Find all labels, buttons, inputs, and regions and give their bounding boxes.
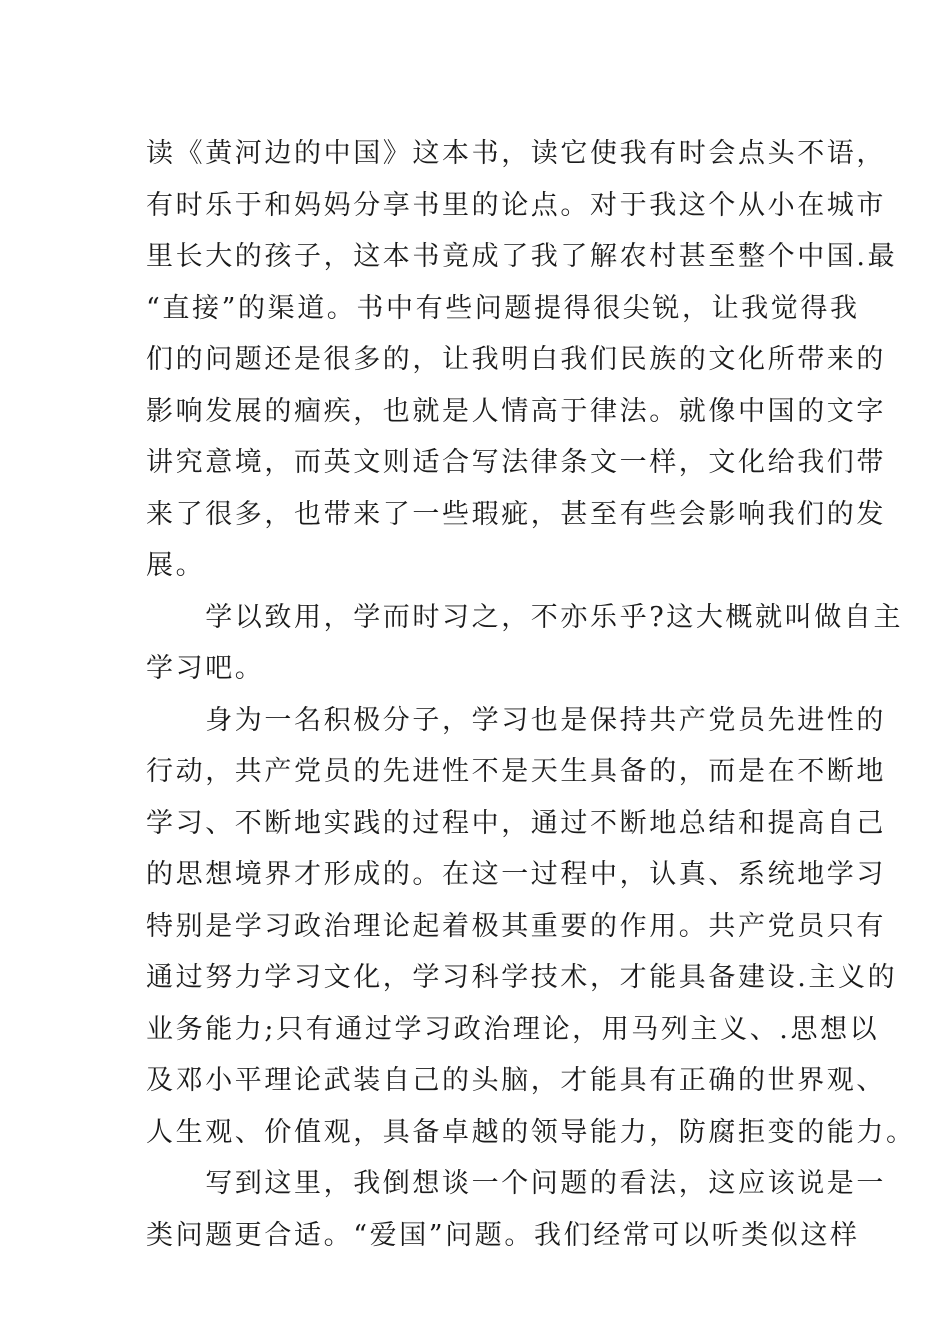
text-line: 学习吧。	[146, 653, 265, 684]
text-line: 读《黄河边的中国》这本书，读它使我有时会点头不语，	[146, 138, 886, 169]
text-line: 写到这里，我倒想谈一个问题的看法，这应该说是一	[146, 1168, 886, 1199]
text-line: 行动，共产党员的先进性不是天生具备的，而是在不断地	[146, 756, 886, 787]
text-line: 人生观、价值观，具备卓越的领导能力，防腐拒变的能力。	[146, 1116, 916, 1148]
body-text	[146, 128, 916, 1261]
text-line: 业务能力;只有通过学习政治理论，用马列主义、.思想以	[146, 1013, 880, 1045]
text-line: 们的问题还是很多的，让我明白我们民族的文化所带来的	[146, 344, 886, 375]
text-line: 来了很多，也带来了一些瑕疵，甚至有些会影响我们的发	[146, 498, 886, 530]
text-line: 类问题更合适。“爱国”问题。我们经常可以听类似这样	[146, 1219, 860, 1251]
text-line: 学习、不断地实践的过程中，通过不断地总结和提高自己	[146, 807, 886, 839]
text-line: 及邓小平理论武装自己的头脑，才能具有正确的世界观、	[146, 1065, 886, 1096]
text-line: 通过努力学习文化，学习科学技术，才能具备建设.主义的	[146, 962, 898, 993]
text-line: 影响发展的痼疾，也就是人情高于律法。就像中国的文字	[146, 395, 886, 427]
text-line: “直接”的渠道。书中有些问题提得很尖锐，让我觉得我	[146, 292, 860, 324]
text-line: 里长大的孩子，这本书竟成了我了解农村甚至整个中国.最	[146, 241, 898, 272]
text-line: 有时乐于和妈妈分享书里的论点。对于我这个从小在城市	[146, 189, 886, 221]
text-line: 学以致用，学而时习之，不亦乐乎?这大概就叫做自主	[146, 601, 904, 633]
text-line: 身为一名积极分子，学习也是保持共产党员先进性的	[146, 704, 886, 736]
text-line: 的思想境界才形成的。在这一过程中，认真、系统地学习	[146, 859, 886, 890]
text-line: 展。	[146, 550, 206, 581]
text-line: 特别是学习政治理论起着极其重要的作用。共产党员只有	[146, 910, 886, 942]
text-line: 讲究意境，而英文则适合写法律条文一样，文化给我们带	[146, 447, 886, 478]
